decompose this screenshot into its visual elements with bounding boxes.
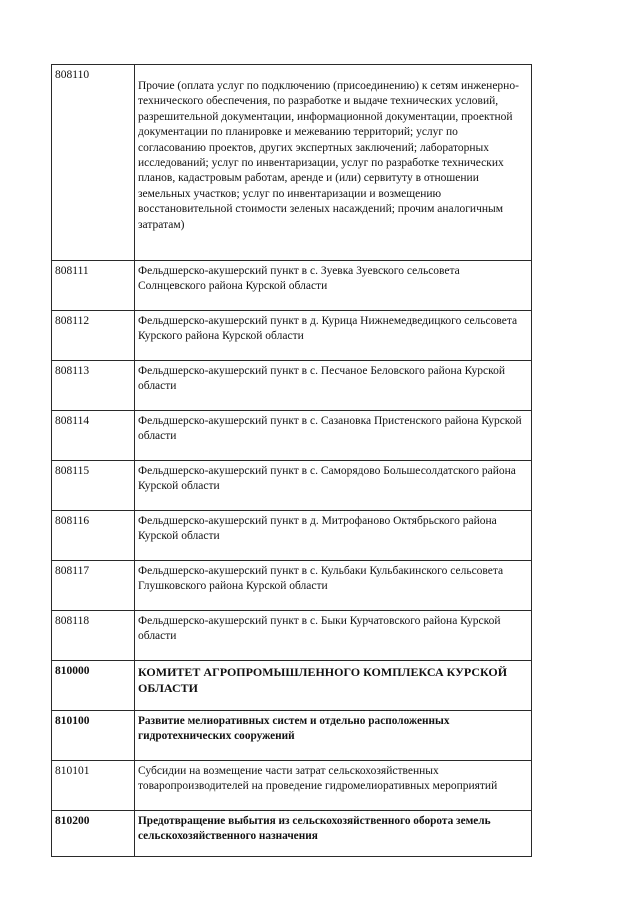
row-code: 808114 xyxy=(52,411,135,461)
row-code: 808118 xyxy=(52,611,135,661)
table-row xyxy=(52,511,532,561)
row-description: Фельдшерско-акушерский пункт в д. Митрофаново Октябрьского района Курской области xyxy=(135,511,532,561)
table-row xyxy=(52,65,532,261)
row-description: Фельдшерско-акушерский пункт в с. Зуевка Зуевского сельсовета Солнцевского района Курской области xyxy=(135,261,532,311)
table-row xyxy=(52,261,532,311)
row-description: Фельдшерско-акушерский пункт в с. Сазановка Пристенского района Курской области xyxy=(135,411,532,461)
row-description: Субсидии на возмещение части затрат сельскохозяйственных товаропроизводителей на проведение гидромелиоративных мероприятий xyxy=(135,761,532,811)
budget-codes-table xyxy=(51,64,532,857)
table-row xyxy=(52,311,532,361)
row-code: 808112 xyxy=(52,311,135,361)
row-code: 808110 xyxy=(52,65,135,261)
row-description: КОМИТЕТ АГРОПРОМЫШЛЕННОГО КОМПЛЕКСА КУРСКОЙ ОБЛАСТИ xyxy=(135,661,532,711)
row-code: 808116 xyxy=(52,511,135,561)
row-code: 810200 xyxy=(52,811,135,857)
table-row xyxy=(52,411,532,461)
table-row xyxy=(52,611,532,661)
row-code: 808117 xyxy=(52,561,135,611)
row-description: Фельдшерско-акушерский пункт в с. Быки Курчатовского района Курской области xyxy=(135,611,532,661)
row-description: Предотвращение выбытия из сельскохозяйственного оборота земель сельскохозяйственного назначения xyxy=(135,811,532,857)
table-row-subsection-heading xyxy=(52,711,532,761)
row-code: 810101 xyxy=(52,761,135,811)
table-row xyxy=(52,761,532,811)
row-description: Прочие (оплата услуг по подключению (присоединению) к сетям инженерно-технического обеспечения, по разработке и выдаче технических условий, разрешительной документации, информационной документации, проектной документации по планировке и межеванию территорий; услуг по согласованию проектов, других экспертных заключений; лабораторных исследований; услуг по инвентаризации, услуг по разработке технических планов, кадастровым работам, аренде и (или) сервитуту в отношении земельных участков; услуг по инвентаризации и возмещению восстановительной стоимости зеленых насаждений; прочим аналогичным затратам) xyxy=(135,65,532,261)
row-description: Фельдшерско-акушерский пункт в с. Саморядово Большесолдатского района Курской области xyxy=(135,461,532,511)
row-description: Фельдшерско-акушерский пункт в с. Песчаное Беловского района Курской области xyxy=(135,361,532,411)
row-description: Развитие мелиоративных систем и отдельно расположенных гидротехнических сооружений xyxy=(135,711,532,761)
table-row-section-heading xyxy=(52,661,532,711)
table-row xyxy=(52,461,532,511)
row-description: Фельдшерско-акушерский пункт в д. Курица Нижнемедведицкого сельсовета Курского района Курской области xyxy=(135,311,532,361)
row-code: 808115 xyxy=(52,461,135,511)
table-row-subsection-heading xyxy=(52,811,532,857)
table-row xyxy=(52,561,532,611)
row-description: Фельдшерско-акушерский пункт в с. Кульбаки Кульбакинского сельсовета Глушковского района Курской области xyxy=(135,561,532,611)
table-row xyxy=(52,361,532,411)
row-code: 808113 xyxy=(52,361,135,411)
row-code: 808111 xyxy=(52,261,135,311)
row-code: 810000 xyxy=(52,661,135,711)
row-code: 810100 xyxy=(52,711,135,761)
